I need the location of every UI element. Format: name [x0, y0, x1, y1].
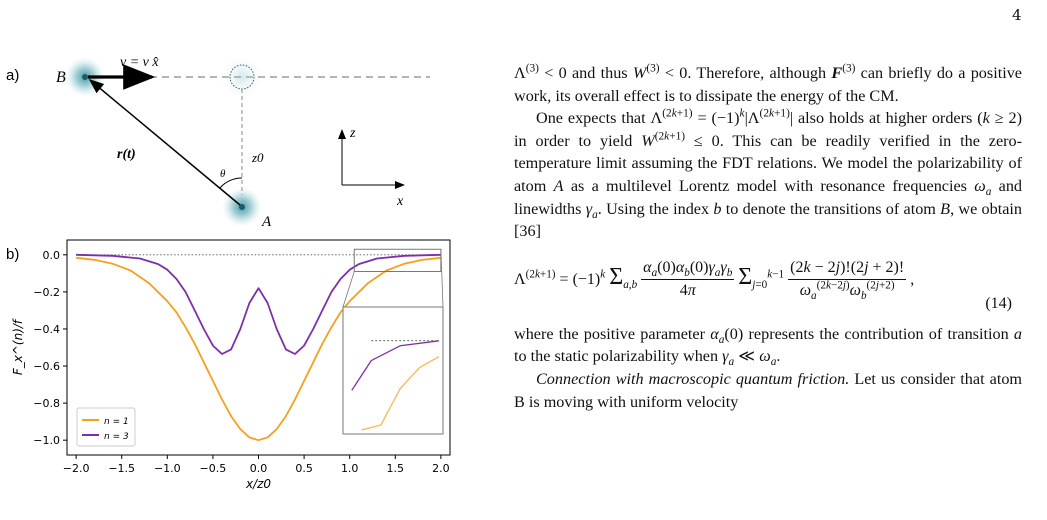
p1-text: can briefly do a positive work, its overall effect is to dissipate the energy of the CM. — [514, 64, 1022, 105]
axis-x-label: x — [397, 194, 404, 209]
zoom-box — [354, 249, 441, 271]
x-tick-label: 0.5 — [295, 462, 313, 475]
y-tick-label: −0.6 — [33, 360, 60, 374]
p1-math-lead: $\Lambda^{(3)} < 0$ and thus $W^{(3)} < 0$. Therefore, although $F^{(3)}$ — [514, 62, 856, 82]
y-tick-label: −0.2 — [33, 285, 60, 299]
paragraph-4-text: Let us consider that atom B is moving with uniform velocity — [514, 369, 1022, 411]
x-tick-label: 2.0 — [432, 462, 450, 475]
force-plot — [11, 240, 450, 491]
equation-body: $\Lambda^{(2k+1)} = (-1)^k$ $\Sigma_{a,b}$ $\alpha_a(0)\alpha_b(0)\gamma_a\gamma_b$ 4π $\Sigma_{j=0}^{k-1}$ $\frac{(2k - 2j)!(2j + 2)!}{\omega_a^{(2k-2j)}\omega_b^{(2j+2)}}$ , — [514, 258, 915, 303]
y-tick-label: −1.0 — [33, 434, 60, 448]
paragraph-3: where the positive parameter $\alpha_a(0)$ represents the contribution of transition a to the static polarizability when $\gamma_a$ ≪ $\omega_a$. — [514, 324, 1022, 369]
atom-a-label: A — [262, 214, 272, 230]
inset-frame — [343, 307, 443, 434]
x-axis-label: x/z0 — [245, 477, 272, 491]
legend-label: n = 3 — [104, 432, 129, 442]
paragraph-2: One expects that $\Lambda^{(2k+1)} = (-1)^k|\Lambda^{(2k+1)}|$ also holds at higher orders (k ≥ 2) in order to yield $W^{(2k+1)} \le 0$. This can be readily verified in the zero-temperature limit assuming the FDT relations. We model the polarizability of atom A as a multilevel Lorentz model with resonance frequencies $\omega_a$ and linewidths $\gamma_a$. Using the index b to denote the transitions of atom B, we obtain [36] — [514, 107, 1023, 241]
axis-z-label: z — [350, 126, 356, 141]
y-tick-label: −0.8 — [33, 397, 60, 411]
x-tick-label: −0.5 — [199, 462, 227, 475]
paragraph-1 — [514, 62, 1022, 107]
x-tick-label: −2.0 — [62, 462, 90, 475]
x-tick-label: 1.0 — [340, 462, 359, 475]
x-tick-label: 0.0 — [249, 462, 268, 475]
angle-label: θ — [220, 168, 226, 180]
x-tick-label: 1.5 — [386, 462, 405, 475]
atom-b-label: B — [56, 69, 66, 86]
velocity-label: v = v x̂ — [120, 55, 159, 70]
equation-number: (14) — [985, 294, 1012, 312]
legend-label: n = 1 — [104, 417, 129, 427]
page-number: 4 — [1012, 6, 1022, 24]
y-tick-label: 0.0 — [42, 248, 60, 262]
panel-a-label: a) — [6, 67, 20, 84]
distance-label: z0 — [252, 150, 264, 165]
paragraph-4-heading: Connection with macroscopic quantum friction. — [536, 369, 850, 388]
panel-b-label: b) — [6, 246, 20, 263]
atom-b-core — [82, 74, 88, 80]
x-tick-label: −1.5 — [108, 462, 136, 475]
equation-14 — [514, 253, 1022, 317]
y-tick-label: −0.4 — [33, 322, 60, 336]
paragraph-4 — [514, 368, 1022, 413]
x-tick-label: −1.0 — [153, 462, 181, 475]
figure — [0, 0, 500, 520]
text-column — [514, 62, 1022, 413]
y-axis-label: F_x^(n)/f — [11, 319, 25, 376]
position-vector-arrow — [90, 80, 240, 205]
zoom-connector — [441, 249, 443, 307]
position-label: r(t) — [117, 147, 136, 162]
